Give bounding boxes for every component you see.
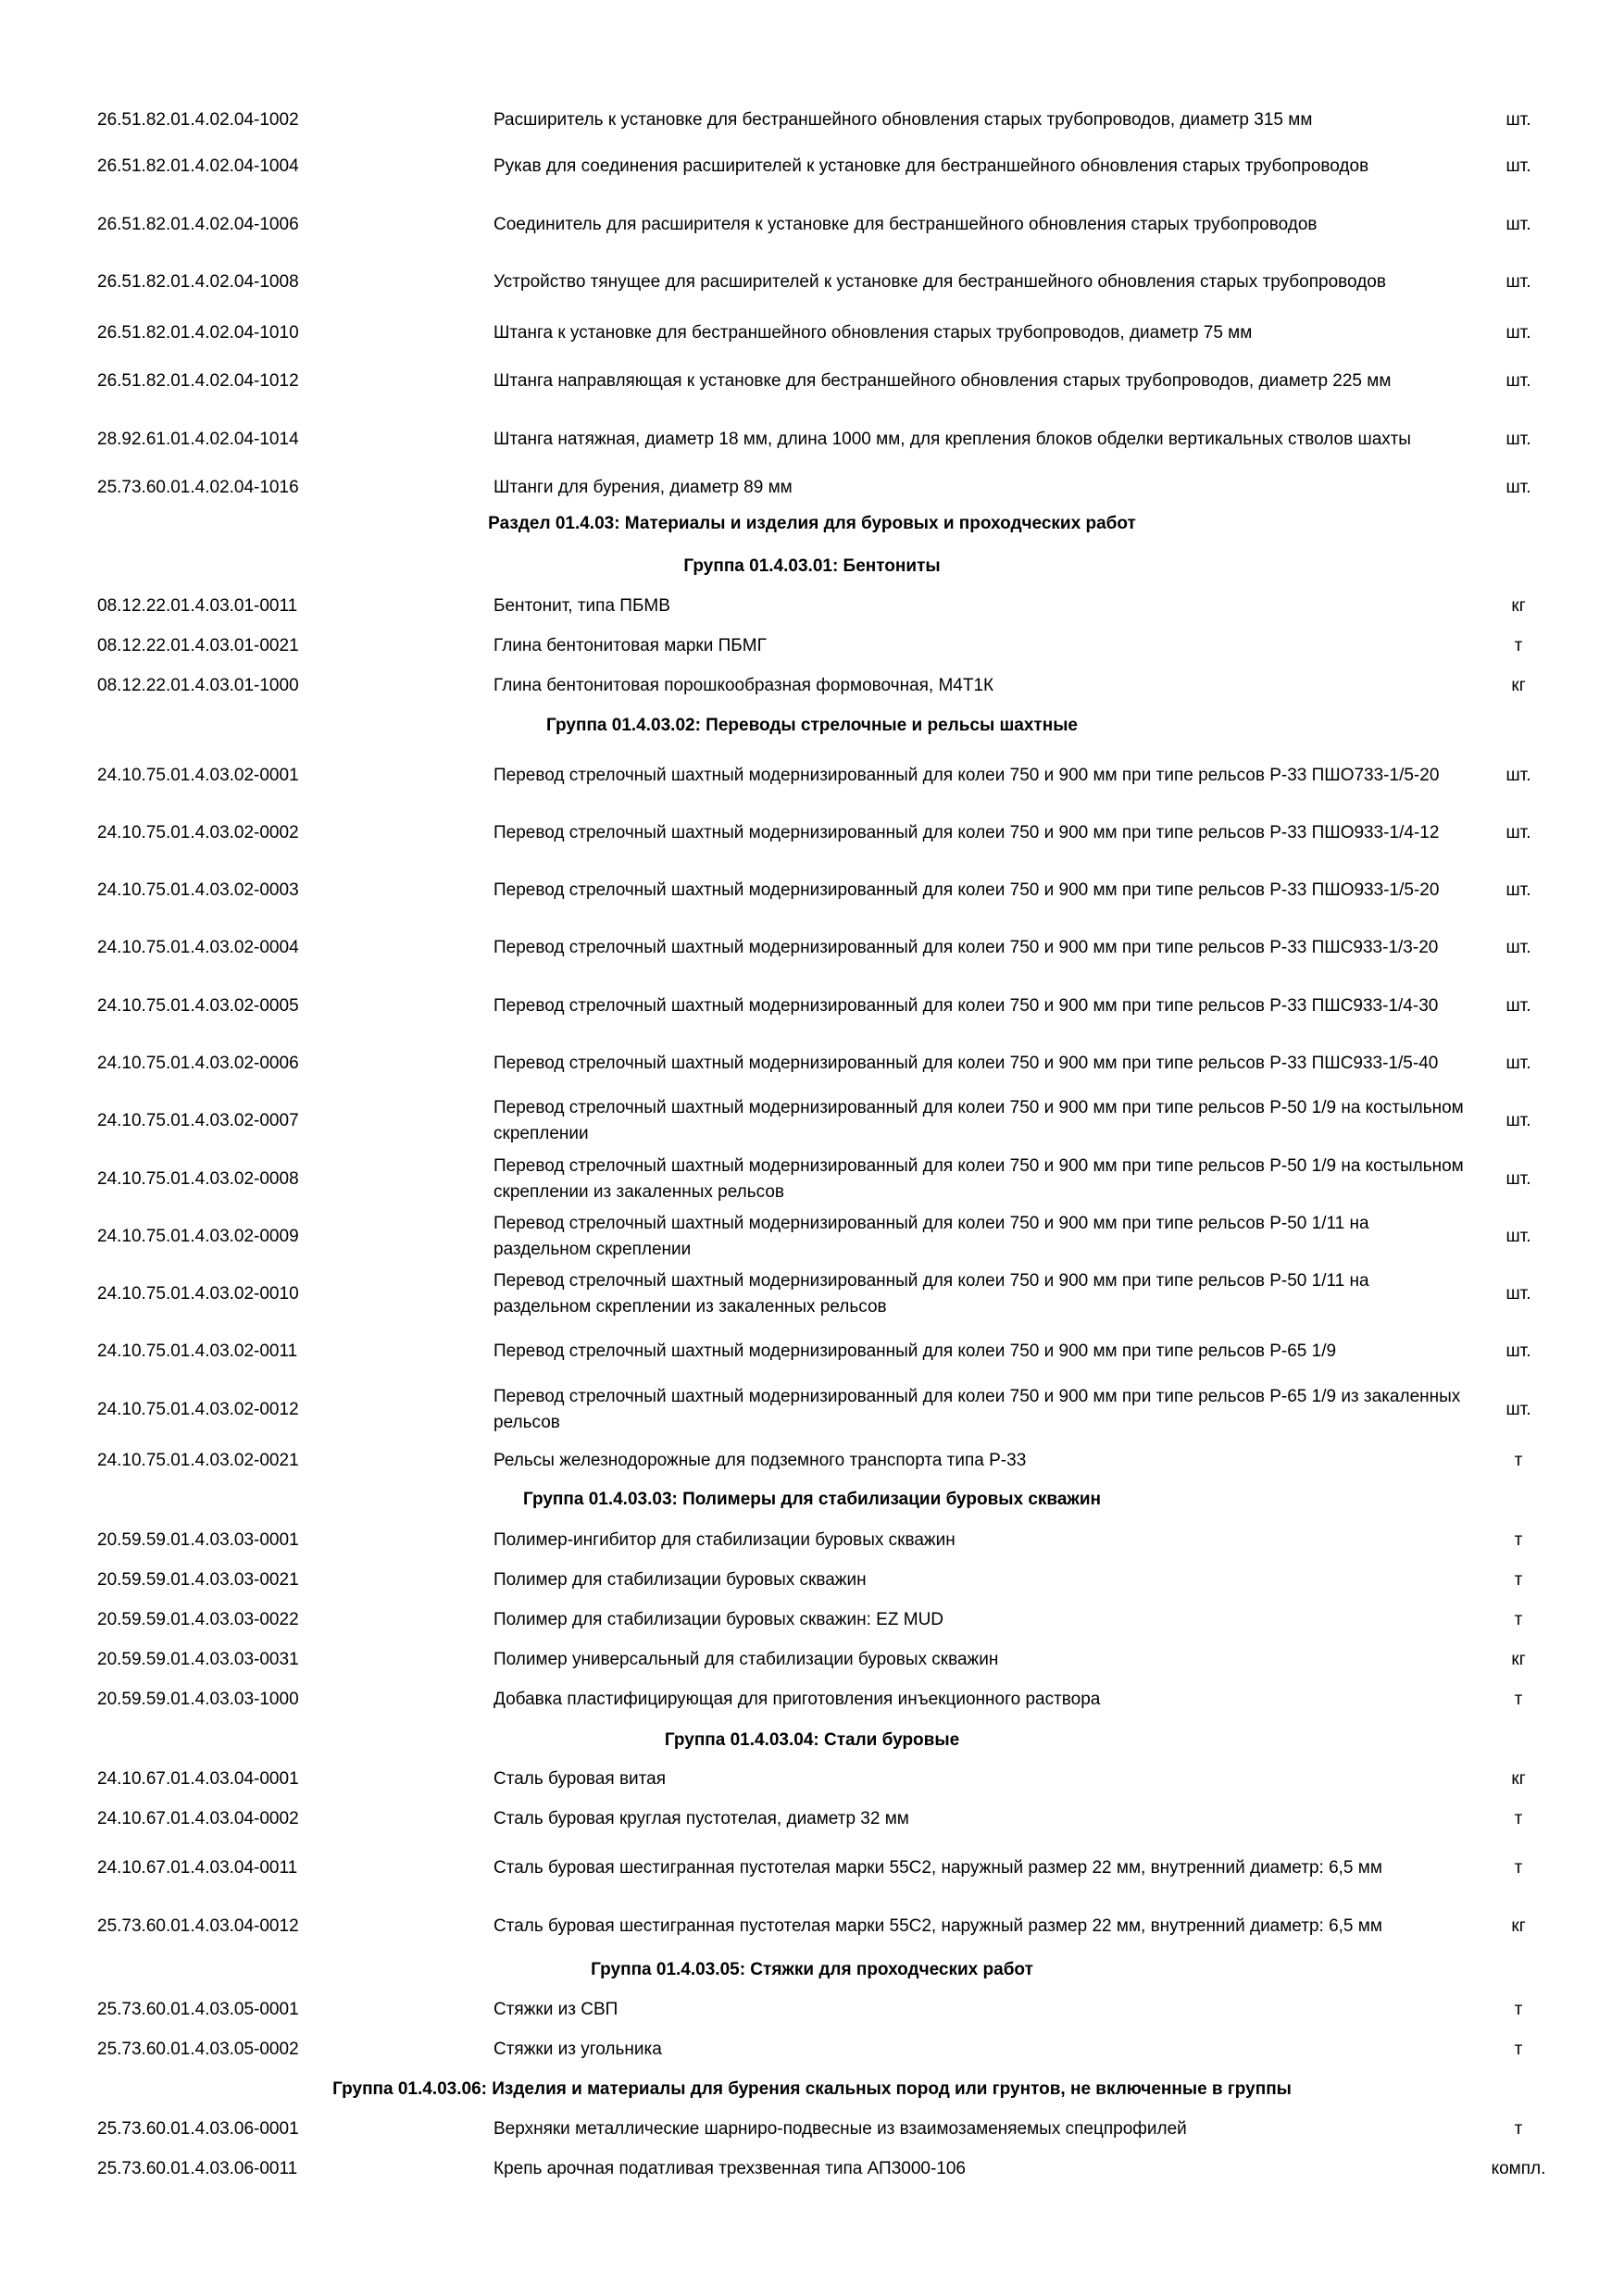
unit-of-measure: т <box>1514 1610 1523 1629</box>
unit-of-measure: кг <box>1511 596 1526 616</box>
resource-code: 24.10.75.01.4.03.02-0003 <box>97 880 299 900</box>
unit-of-measure: т <box>1514 1809 1523 1828</box>
resource-code: 24.10.75.01.4.03.02-0001 <box>97 766 299 785</box>
resource-code: 26.51.82.01.4.02.04-1004 <box>97 156 299 176</box>
resource-name: Полимер-ингибитор для стабилизации буровых скважин <box>493 1530 956 1550</box>
unit-of-measure: кг <box>1511 1650 1526 1669</box>
resource-code: 25.73.60.01.4.03.06-0001 <box>97 2119 299 2139</box>
unit-of-measure: шт. <box>1505 272 1531 292</box>
resource-code: 08.12.22.01.4.03.01-0011 <box>97 596 298 616</box>
resource-code: 25.73.60.01.4.03.05-0001 <box>97 2000 299 2019</box>
resource-code: 24.10.75.01.4.03.02-0010 <box>97 1284 299 1304</box>
resource-code: 24.10.75.01.4.03.02-0008 <box>97 1169 299 1189</box>
unit-of-measure: кг <box>1511 1916 1526 1936</box>
resource-code: 26.51.82.01.4.02.04-1002 <box>97 110 299 130</box>
resource-name: Крепь арочная податливая трехзвенная типа АП3000-106 <box>493 2159 966 2178</box>
unit-of-measure: шт. <box>1505 1111 1531 1130</box>
resource-code: 08.12.22.01.4.03.01-0021 <box>97 636 299 655</box>
resource-name: Рельсы железнодорожные для подземного транспорта типа Р-33 <box>493 1451 1027 1470</box>
unit-of-measure: кг <box>1511 1769 1526 1789</box>
unit-of-measure: шт. <box>1505 1227 1531 1246</box>
unit-of-measure: шт. <box>1505 823 1531 842</box>
resource-name: Глина бентонитовая марки ПБМГ <box>493 636 767 655</box>
resource-code: 08.12.22.01.4.03.01-1000 <box>97 676 299 695</box>
resource-name: Перевод стрелочный шахтный модернизированный для колеи 750 и 900 мм при типе рельсов Р-33 ПШС933-1/3-20 <box>493 938 1439 957</box>
resource-code: 20.59.59.01.4.03.03-0031 <box>97 1650 299 1669</box>
resource-code: 24.10.75.01.4.03.02-0009 <box>97 1227 299 1246</box>
unit-of-measure: шт. <box>1505 996 1531 1016</box>
resource-name: Перевод стрелочный шахтный модернизированный для колеи 750 и 900 мм при типе рельсов Р-33 ПШС933-1/5-40 <box>493 1054 1439 1073</box>
resource-name: Соединитель для расширителя к установке для бестраншейного обновления старых трубопроводов <box>493 215 1318 234</box>
resource-code: 26.51.82.01.4.02.04-1008 <box>97 272 299 292</box>
resource-name: Перевод стрелочный шахтный модернизированный для колеи 750 и 900 мм при типе рельсов Р-50 1/11 на раздельном скреплении <box>493 1214 1369 1259</box>
resource-name: Глина бентонитовая порошкообразная формовочная, М4Т1К <box>493 676 994 695</box>
heading-text: Группа 01.4.03.05: Стяжки для проходческих работ <box>591 1960 1033 1979</box>
resource-name: Штанги для бурения, диаметр 89 мм <box>493 478 793 497</box>
resource-name: Перевод стрелочный шахтный модернизированный для колеи 750 и 900 мм при типе рельсов Р-50 1/9 на костыльном скреплении из закаленных рельсов <box>493 1156 1464 1202</box>
resource-code: 24.10.75.01.4.03.02-0007 <box>97 1111 299 1130</box>
resource-code: 24.10.75.01.4.03.02-0006 <box>97 1054 299 1073</box>
unit-of-measure: кг <box>1511 676 1526 695</box>
resource-name: Устройство тянущее для расширителей к установке для бестраншейного обновления старых трубопроводов <box>493 272 1386 292</box>
resource-name: Расширитель к установке для бестраншейного обновления старых трубопроводов, диаметр 315 мм <box>493 110 1313 130</box>
resource-name: Перевод стрелочный шахтный модернизированный для колеи 750 и 900 мм при типе рельсов Р-50 1/9 на костыльном скреплении <box>493 1098 1464 1143</box>
heading-text: Раздел 01.4.03: Материалы и изделия для буровых и проходческих работ <box>488 514 1136 533</box>
resource-name: Штанга к установке для бестраншейного обновления старых трубопроводов, диаметр 75 мм <box>493 323 1253 343</box>
unit-of-measure: шт. <box>1505 323 1531 343</box>
unit-of-measure: шт. <box>1505 766 1531 785</box>
resource-code: 24.10.75.01.4.03.02-0012 <box>97 1400 299 1419</box>
resource-name: Перевод стрелочный шахтный модернизированный для колеи 750 и 900 мм при типе рельсов Р-33 ПШО733-1/5-20 <box>493 766 1440 785</box>
resource-name: Рукав для соединения расширителей к установке для бестраншейного обновления старых трубопроводов <box>493 156 1369 176</box>
resource-code: 24.10.75.01.4.03.02-0021 <box>97 1451 299 1470</box>
resource-name: Верхняки металлические шарниро-подвесные из взаимозаменяемых спецпрофилей <box>493 2119 1187 2139</box>
resource-name: Сталь буровая шестигранная пустотелая марки 55С2, наружный размер 22 мм, внутренний диаметр: 6,5 мм <box>493 1916 1382 1936</box>
resource-name: Стяжки из угольника <box>493 2040 662 2059</box>
resource-code: 25.73.60.01.4.03.06-0011 <box>97 2159 298 2178</box>
unit-of-measure: т <box>1514 636 1523 655</box>
resource-name: Полимер универсальный для стабилизации буровых скважин <box>493 1650 999 1669</box>
resource-code: 25.73.60.01.4.03.05-0002 <box>97 2040 299 2059</box>
unit-of-measure: шт. <box>1505 1054 1531 1073</box>
unit-of-measure: шт. <box>1505 880 1531 900</box>
unit-of-measure: компл. <box>1491 2159 1546 2178</box>
unit-of-measure: т <box>1514 1858 1523 1878</box>
unit-of-measure: т <box>1514 2000 1523 2019</box>
unit-of-measure: шт. <box>1505 156 1531 176</box>
resource-name: Полимер для стабилизации буровых скважин: EZ MUD <box>493 1610 944 1629</box>
heading-text: Группа 01.4.03.06: Изделия и материалы для бурения скальных пород или грунтов, не включенные в группы <box>332 2079 1292 2099</box>
resource-name: Полимер для стабилизации буровых скважин <box>493 1570 867 1590</box>
resource-code: 20.59.59.01.4.03.03-0001 <box>97 1530 299 1550</box>
unit-of-measure: шт. <box>1505 938 1531 957</box>
unit-of-measure: шт. <box>1505 215 1531 234</box>
resource-code: 24.10.75.01.4.03.02-0002 <box>97 823 299 842</box>
heading-text: Группа 01.4.03.04: Стали буровые <box>664 1730 960 1750</box>
resource-code: 20.59.59.01.4.03.03-0021 <box>97 1570 299 1590</box>
unit-of-measure: шт. <box>1505 478 1531 497</box>
unit-of-measure: шт. <box>1505 1341 1531 1361</box>
unit-of-measure: шт. <box>1505 1400 1531 1419</box>
resource-code: 26.51.82.01.4.02.04-1006 <box>97 215 299 234</box>
resource-name: Стяжки из СВП <box>493 2000 618 2019</box>
resource-code: 26.51.82.01.4.02.04-1010 <box>97 323 299 343</box>
resource-code: 24.10.67.01.4.03.04-0011 <box>97 1858 298 1878</box>
resource-name: Перевод стрелочный шахтный модернизированный для колеи 750 и 900 мм при типе рельсов Р-33 ПШО933-1/4-12 <box>493 823 1440 842</box>
unit-of-measure: шт. <box>1505 371 1531 391</box>
resource-name: Сталь буровая круглая пустотелая, диаметр 32 мм <box>493 1809 909 1828</box>
unit-of-measure: т <box>1514 1451 1523 1470</box>
resource-code: 24.10.75.01.4.03.02-0005 <box>97 996 299 1016</box>
resource-name: Штанга направляющая к установке для бестраншейного обновления старых трубопроводов, диаметр 225 мм <box>493 371 1392 391</box>
resource-code: 28.92.61.01.4.02.04-1014 <box>97 430 299 449</box>
unit-of-measure: шт. <box>1505 1169 1531 1189</box>
resource-name: Сталь буровая витая <box>493 1769 666 1789</box>
unit-of-measure: шт. <box>1505 110 1531 130</box>
resource-code: 25.73.60.01.4.03.04-0012 <box>97 1916 299 1936</box>
resource-name: Перевод стрелочный шахтный модернизированный для колеи 750 и 900 мм при типе рельсов Р-33 ПШС933-1/4-30 <box>493 996 1439 1016</box>
unit-of-measure: т <box>1514 1570 1523 1590</box>
resource-code: 20.59.59.01.4.03.03-1000 <box>97 1690 299 1709</box>
heading-text: Группа 01.4.03.02: Переводы стрелочные и рельсы шахтные <box>546 716 1078 735</box>
unit-of-measure: шт. <box>1505 1284 1531 1304</box>
resource-code: 24.10.75.01.4.03.02-0004 <box>97 938 299 957</box>
resource-name: Перевод стрелочный шахтный модернизированный для колеи 750 и 900 мм при типе рельсов Р-65 1/9 <box>493 1341 1337 1361</box>
unit-of-measure: т <box>1514 2040 1523 2059</box>
resource-code: 24.10.67.01.4.03.04-0001 <box>97 1769 299 1789</box>
resource-name: Перевод стрелочный шахтный модернизированный для колеи 750 и 900 мм при типе рельсов Р-33 ПШО933-1/5-20 <box>493 880 1440 900</box>
resource-name: Добавка пластифицирующая для приготовления инъекционного раствора <box>493 1690 1101 1709</box>
resource-code: 26.51.82.01.4.02.04-1012 <box>97 371 299 391</box>
unit-of-measure: т <box>1514 1530 1523 1550</box>
unit-of-measure: т <box>1514 2119 1523 2139</box>
resource-code: 25.73.60.01.4.02.04-1016 <box>97 478 299 497</box>
heading-text: Группа 01.4.03.01: Бентониты <box>683 556 941 576</box>
heading-text: Группа 01.4.03.03: Полимеры для стабилизации буровых скважин <box>522 1490 1102 1509</box>
resource-name: Бентонит, типа ПБМВ <box>493 596 670 616</box>
resource-code: 20.59.59.01.4.03.03-0022 <box>97 1610 299 1629</box>
resource-name: Перевод стрелочный шахтный модернизированный для колеи 750 и 900 мм при типе рельсов Р-65 1/9 из закаленных рельсов <box>493 1387 1461 1432</box>
unit-of-measure: т <box>1514 1690 1523 1709</box>
resource-name: Штанга натяжная, диаметр 18 мм, длина 1000 мм, для крепления блоков обделки вертикальных стволов шахты <box>493 430 1411 449</box>
unit-of-measure: шт. <box>1505 430 1531 449</box>
resource-code: 24.10.75.01.4.03.02-0011 <box>97 1341 298 1361</box>
resource-name: Перевод стрелочный шахтный модернизированный для колеи 750 и 900 мм при типе рельсов Р-50 1/11 на раздельном скреплении из закаленных рельсов <box>493 1271 1369 1316</box>
resource-code: 24.10.67.01.4.03.04-0002 <box>97 1809 299 1828</box>
resource-name: Сталь буровая шестигранная пустотелая марки 55С2, наружный размер 22 мм, внутренний диаметр: 6,5 мм <box>493 1858 1382 1878</box>
